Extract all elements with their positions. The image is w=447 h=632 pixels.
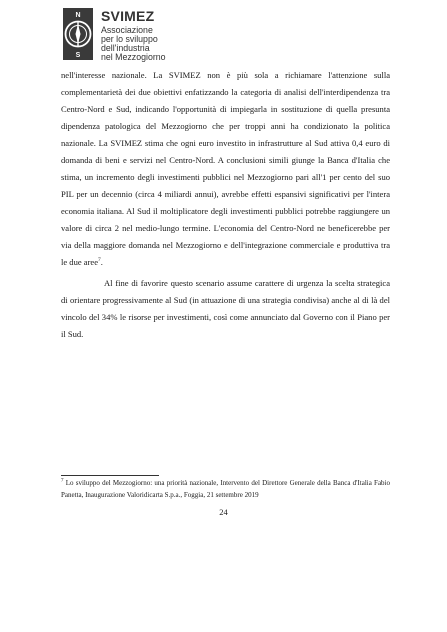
- body-text: [61, 67, 390, 343]
- org-name: SVIMEZ: [101, 8, 155, 24]
- tagline-line: dell'industria: [101, 42, 150, 53]
- logo-letter-top: N: [75, 12, 81, 19]
- footnote-divider: [61, 475, 159, 476]
- tagline-line: Associazione: [101, 25, 153, 35]
- footnote: [61, 478, 390, 501]
- footnote-reference[interactable]: 7: [98, 257, 101, 264]
- sentence-end: .: [100, 257, 103, 267]
- svimez-logo-icon: [61, 8, 95, 60]
- paragraph: Al fine di favorire questo scenario assume carattere di urgenza la scelta strategica di orientare progressivamente al Sud (in attuazione di una strategia condivisa) anche al di là del vincolo del 34% le risorse per investimenti, così come annunciato dal Governo con il Piano per il Sud.: [61, 278, 390, 339]
- paragraph: [61, 67, 390, 271]
- logo-letter-bottom: S: [75, 52, 81, 59]
- page-number: 24: [219, 507, 228, 517]
- footnote-number: 7: [61, 478, 64, 484]
- tagline-line: per lo sviluppo: [101, 33, 158, 44]
- org-tagline: [101, 26, 166, 62]
- footnote-text: Lo sviluppo del Mezzogiorno: una priorità nazionale, Intervento del Direttore Generale della Banca d'Italia Fabio Panetta, Inaugurazione Valoridicarta S.p.a., Foggia, 21 settembre 2019: [61, 479, 390, 499]
- tagline-line: nel Mezzogiorno: [101, 51, 166, 62]
- paragraph-text: nell'interesse nazionale. La SVIMEZ non è più sola a richiamare l'attenzione sulla complementarietà dei due obiettivi enfatizzando la categoria di analisi dell'interdipendenza tra Centro-Nord e Sud, indicando l'opportunità di impiegarla in sostituzione di quella presunta dipendenza patologica del Mezzogiorno che per troppi anni ha condizionato la politica nazionale. La SVIMEZ stima che ogni euro investito in infrastrutture al Sud attiva 0,4 euro di domanda di beni e servizi nel Centro-Nord. A conclusioni simili giunge la Banca d'Italia che stima, un incremento degli investimenti pubblici nel Mezzogiorno pari all'1 per cento del suo PIL per un decennio (circa 4 miliardi annui), avrebbe effetti espansivi significativi per l'intera economia italiana. Al Sud il moltiplicatore degli investimenti pubblici potrebbe raggiungere un valore di circa 2 nel medio-lungo termine. L'economia del Centro-Nord ne beneficerebbe per via della maggiore domanda nel Mezzogiorno e dell'integrazione commerciale e produttiva tra le due aree: [61, 70, 390, 267]
